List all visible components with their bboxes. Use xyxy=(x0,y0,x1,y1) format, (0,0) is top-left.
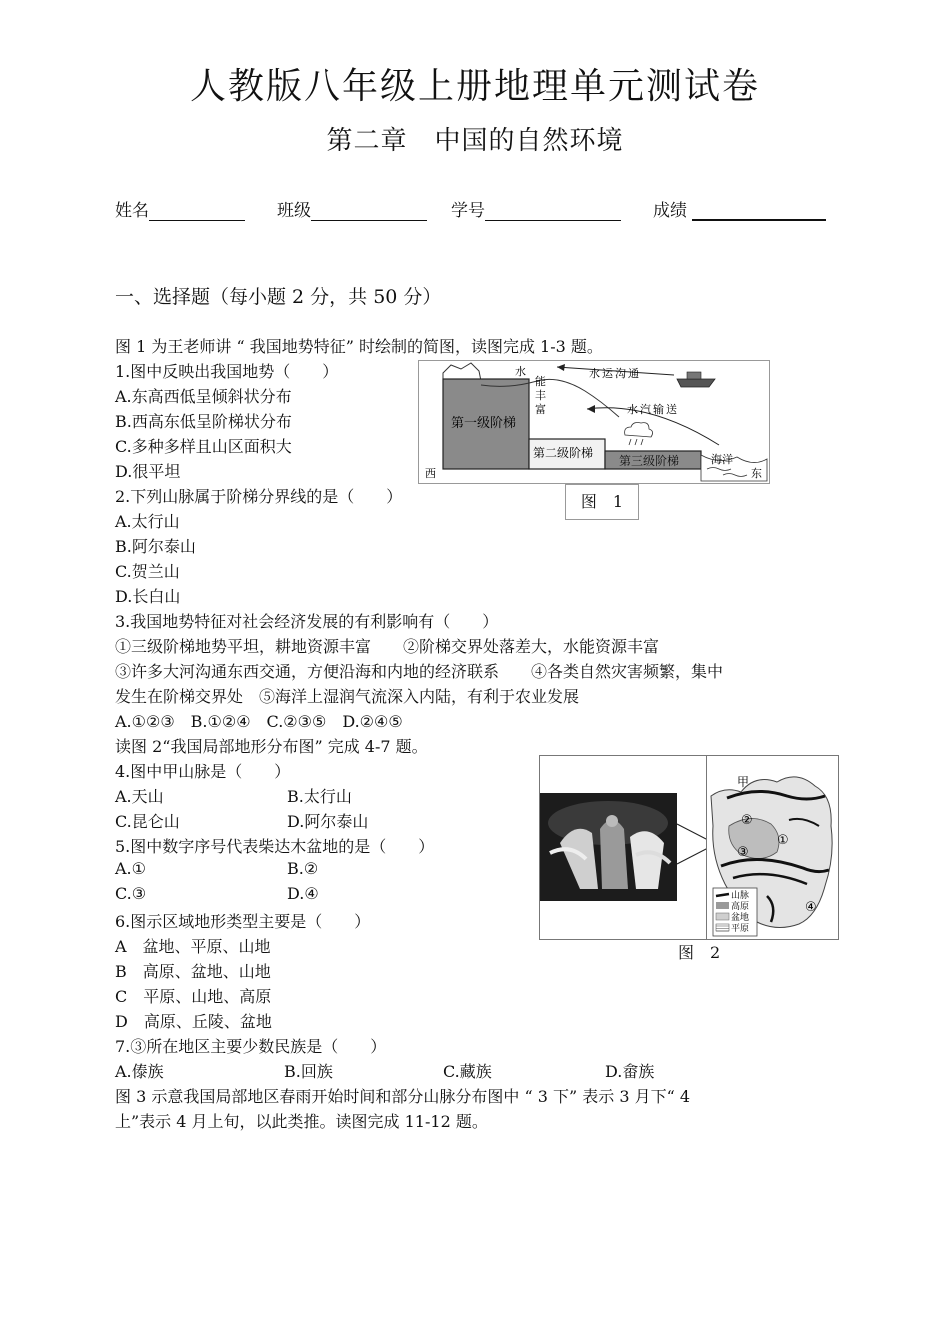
score-blank[interactable] xyxy=(692,201,826,221)
figure1-caption: 图 1 xyxy=(565,484,639,520)
student-id-field[interactable] xyxy=(451,196,621,221)
q2-option-b[interactable]: B.阿尔泰山 xyxy=(115,537,196,556)
vapor-label: 水汽输送 xyxy=(627,403,679,416)
west-label: 西 xyxy=(425,467,436,480)
q7-option-d[interactable]: D.畲族 xyxy=(605,1062,655,1081)
q7-stem: 7.③所在地区主要少数民族是（ ） xyxy=(115,1037,387,1056)
number-3-label: ③ xyxy=(737,845,749,860)
legend-plain-label: 平原 xyxy=(731,924,750,934)
score-field[interactable] xyxy=(653,196,826,221)
q3-options[interactable]: A.①②③ B.①②④ C.②③⑤ D.②④⑤ xyxy=(115,712,403,731)
q3-stem: 3.我国地势特征对社会经济发展的有利影响有（ ） xyxy=(115,612,499,631)
q1-option-d[interactable]: D.很平坦 xyxy=(115,462,181,481)
name-field[interactable] xyxy=(115,196,245,221)
east-label: 东 xyxy=(751,467,762,480)
q6-option-d[interactable]: D 高原、丘陵、盆地 xyxy=(115,1012,272,1031)
intro-fig1: 图 1 为王老师讲 “ 我国地势特征” 时绘制的简图，读图完成 1-3 题。 xyxy=(115,337,603,356)
intro-fig3-line1: 图 3 示意我国局部地区春雨开始时间和部分山脉分布图中 “ 3 下” 表示 3 月下“ 4 xyxy=(115,1087,691,1106)
intro-fig2: 读图 2“我国局部地形分布图” 完成 4-7 题。 xyxy=(115,737,428,756)
legend-plateau-label: 高原 xyxy=(731,902,750,912)
hydro-char-4: 富 xyxy=(535,403,546,416)
student-id-blank[interactable] xyxy=(485,202,621,221)
map-legend xyxy=(713,888,757,936)
step3-label: 第三级阶梯 xyxy=(619,454,680,468)
figure2-caption: 图 2 xyxy=(678,943,721,962)
q5-option-a[interactable]: A.① xyxy=(115,859,146,878)
number-2-label: ② xyxy=(741,813,753,828)
legend-basin-label: 盆地 xyxy=(731,913,750,923)
q6-stem: 6.图示区域地形类型主要是（ ） xyxy=(115,912,371,931)
hydro-char-1: 水 xyxy=(515,365,526,378)
figure2-terrain-map xyxy=(706,755,839,940)
class-blank[interactable] xyxy=(311,202,427,221)
q6-option-b[interactable]: B 高原、盆地、山地 xyxy=(115,962,271,981)
shipping-label: 水运沟通 xyxy=(589,367,641,380)
number-4-label: ④ xyxy=(805,900,817,915)
intro-fig3-line2: 上”表示 4 月上旬，以此类推。读图完成 11-12 题。 xyxy=(115,1112,488,1131)
step1-label: 第一级阶梯 xyxy=(451,416,517,431)
name-blank[interactable] xyxy=(149,202,245,221)
sea-label: 海洋 xyxy=(711,453,733,466)
q7-option-b[interactable]: B.回族 xyxy=(284,1062,333,1081)
page-title: 人教版八年级上册地理单元测试卷 xyxy=(189,66,760,107)
score-label: 成绩 xyxy=(653,201,687,221)
figure2-map-svg xyxy=(707,756,838,939)
legend-plain-swatch xyxy=(716,924,729,931)
q2-option-d[interactable]: D.长白山 xyxy=(115,587,181,606)
q5-option-b[interactable]: B.② xyxy=(287,859,319,878)
chapter-subtitle: 第二章 中国的自然环境 xyxy=(326,126,624,156)
q4-option-d[interactable]: D.阿尔泰山 xyxy=(287,812,369,831)
q3-statement-line3: 发生在阶梯交界处 ⑤海洋上湿润气流深入内陆，有利于农业发展 xyxy=(115,687,580,706)
q1-option-c[interactable]: C.多种多样且山区面积大 xyxy=(115,437,292,456)
q6-option-a[interactable]: A 盆地、平原、山地 xyxy=(115,937,271,956)
class-label: 班级 xyxy=(277,201,311,221)
class-field[interactable] xyxy=(277,196,427,221)
number-1-label: ① xyxy=(777,833,789,848)
q2-stem: 2.下列山脉属于阶梯分界线的是（ ） xyxy=(115,487,403,506)
legend-plateau-swatch xyxy=(716,902,729,909)
q5-stem: 5.图中数字序号代表柴达木盆地的是（ ） xyxy=(115,837,435,856)
ship-icon xyxy=(677,379,715,387)
jia-label: 甲 xyxy=(737,775,750,789)
mountain-peak-icon xyxy=(443,363,481,381)
q2-option-a[interactable]: A.太行山 xyxy=(115,512,180,531)
hydro-char-3: 丰 xyxy=(535,389,546,402)
rain-cloud-icon xyxy=(625,423,653,438)
legend-mountain-label: 山脉 xyxy=(731,891,750,901)
q3-statement-line1: ①三级阶梯地势平坦，耕地资源丰富 ②阶梯交界处落差大，水能资源丰富 xyxy=(115,637,660,656)
section-heading: 一、选择题（每小题 2 分，共 50 分） xyxy=(115,286,442,308)
photo-connector-lines xyxy=(677,820,709,870)
q1-stem: 1.图中反映出我国地势（ ） xyxy=(115,362,339,381)
q4-option-a[interactable]: A.天山 xyxy=(115,787,164,806)
q5-option-c[interactable]: C.③ xyxy=(115,884,147,903)
legend-basin-swatch xyxy=(716,913,729,920)
q7-option-c[interactable]: C.藏族 xyxy=(443,1062,492,1081)
hydro-char-2: 能 xyxy=(535,375,546,388)
dance-photo xyxy=(540,793,677,901)
q3-statement-line2: ③许多大河沟通东西交通，方便沿海和内地的经济联系 ④各类自然灾害频繁，集中 xyxy=(115,662,724,681)
dance-photo-svg xyxy=(540,793,677,901)
q1-option-b[interactable]: B.西高东低呈阶梯状分布 xyxy=(115,412,292,431)
q4-option-b[interactable]: B.太行山 xyxy=(287,787,352,806)
q5-option-d[interactable]: D.④ xyxy=(287,884,319,903)
q4-option-c[interactable]: C.昆仑山 xyxy=(115,812,180,831)
q7-option-a[interactable]: A.傣族 xyxy=(115,1062,164,1081)
q4-stem: 4.图中甲山脉是（ ） xyxy=(115,762,291,781)
q1-option-a[interactable]: A.东高西低呈倾斜状分布 xyxy=(115,387,292,406)
q2-option-c[interactable]: C.贺兰山 xyxy=(115,562,180,581)
figure1-terrain-diagram xyxy=(418,360,770,484)
student-id-label: 学号 xyxy=(451,201,485,221)
name-label: 姓名 xyxy=(115,201,149,221)
step2-label: 第二级阶梯 xyxy=(533,446,594,460)
figure1-svg xyxy=(419,361,769,483)
q6-option-c[interactable]: C 平原、山地、高原 xyxy=(115,987,272,1006)
